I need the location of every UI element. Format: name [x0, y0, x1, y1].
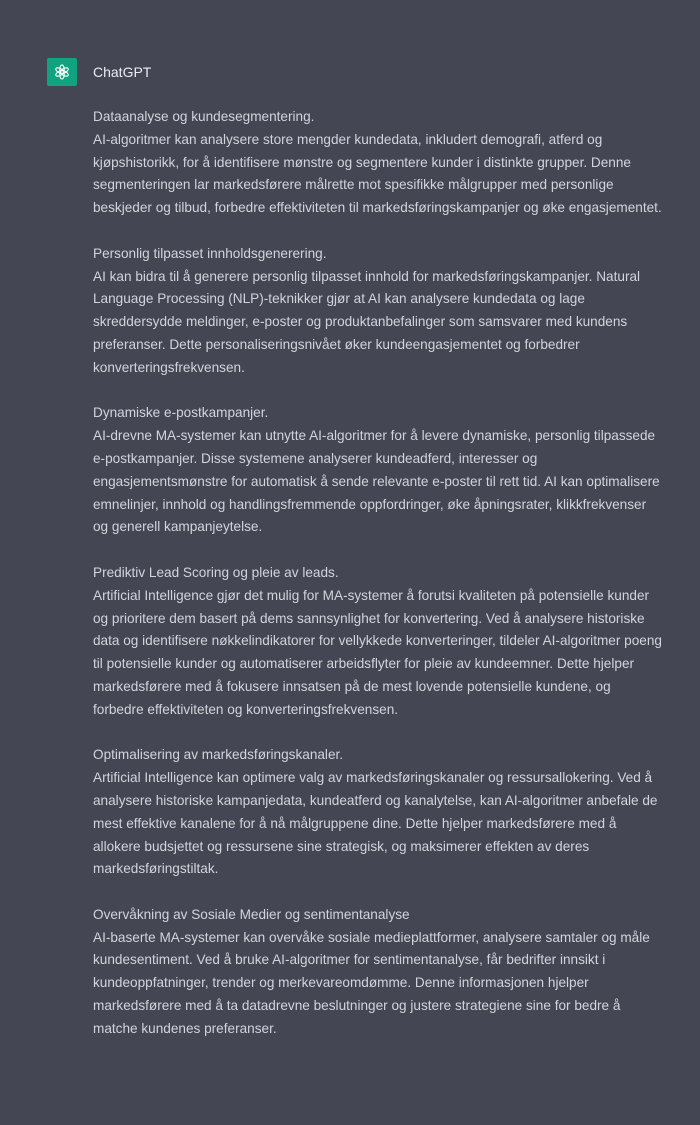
section-title: Personlig tilpasset innholdsgenerering. — [93, 245, 327, 261]
section-body: AI kan bidra til å generere personlig tilpasset innhold for markedsføringskampanjer. Natural Language Processing (NLP)-teknikker gjør at AI kan analysere kundedata og lage skreddersydde meldinger, e-poster og produktanbefalinger som samsvarer med kundens preferanser. Dette personaliseringsnivået øker kundeengasjementet og forbedrer konverteringsfrekvensen. — [93, 268, 641, 375]
message-content — [93, 106, 663, 1063]
openai-logo-icon — [52, 62, 72, 82]
section-data-analysis — [93, 106, 663, 220]
section-title: Prediktiv Lead Scoring og pleie av leads. — [93, 564, 339, 580]
section-content-generation — [93, 243, 663, 380]
section-title: Dynamiske e-postkampanjer. — [93, 405, 269, 421]
section-social-monitoring — [93, 904, 663, 1041]
section-body: Artificial Intelligence kan optimere valg av markedsføringskanaler og ressursallokering. Ved å analysere historiske kampanjedata, kundeatferd og kanalytelse, kan AI-algoritmer anbefale de mest effektive kanalene for å nå målgruppene dine. Dette hjelper markedsførere med å allokere budsjettet og ressursene sine strategisk, og maksimerer effekten av deres markedsføringstiltak. — [93, 770, 658, 877]
author-name: ChatGPT — [93, 64, 152, 80]
section-title: Dataanalyse og kundesegmentering. — [93, 109, 315, 124]
section-lead-scoring — [93, 562, 663, 722]
section-body: Artificial Intelligence gjør det mulig for MA-systemer å forutsi kvaliteten på potensielle kunder og prioritere dem basert på dems sannsynlighet for konvertering. Ved å analysere historiske data og identifisere nøkkelindikatorer for vellykkede konverteringer, tildeler AI-algoritmer poeng til potensielle kunder og automatiserer arbeidsflyter for pleie av kundeemner. Dette hjelper markedsførere med å fokusere innsatsen på de mest lovende potensielle kundene, og forbedre effektiviteten og konverteringsfrekvensen. — [93, 587, 662, 717]
section-channel-optimization — [93, 744, 663, 881]
section-title: Optimalisering av markedsføringskanaler. — [93, 747, 344, 763]
section-body: AI-algoritmer kan analysere store mengder kundedata, inkludert demografi, atferd og kjøpshistorikk, for å identifisere mønstre og segmentere kunder i distinkte grupper. Denne segmenteringen lar markedsførere målrette mot spesifikke målgrupper med personlige beskjeder og tilbud, forbedre effektiviteten til markedsføringskampanjer og øke engasjementet. — [93, 131, 662, 216]
section-title: Overvåkning av Sosiale Medier og sentimentanalyse — [93, 906, 410, 922]
section-body: AI-drevne MA-systemer kan utnytte AI-algoritmer for å levere dynamiske, personlig tilpassede e-postkampanjer. Disse systemene analyserer kundeadferd, interesser og engasjementsmønstre for automatisk å sende relevante e-poster til rett tid. AI kan optimalisere emnelinjer, innhold og handlingsfremmende oppfordringer, øke åpningsrater, klikkfrekvenser og generell kampanjeytelse. — [93, 428, 660, 535]
section-email-campaigns — [93, 402, 663, 539]
assistant-avatar — [47, 58, 77, 86]
section-body: AI-baserte MA-systemer kan overvåke sosiale medieplattformer, analysere samtaler og måle kundesentiment. Ved å bruke AI-algoritmer for sentimentanalyse, får bedrifter innsikt i kundeoppfatninger, trender og merkevareomdømme. Denne informasjonen hjelper markedsførere med å ta datadrevne beslutninger og justere strategiene sine for bedre å matche kundenes preferanser. — [93, 929, 650, 1036]
